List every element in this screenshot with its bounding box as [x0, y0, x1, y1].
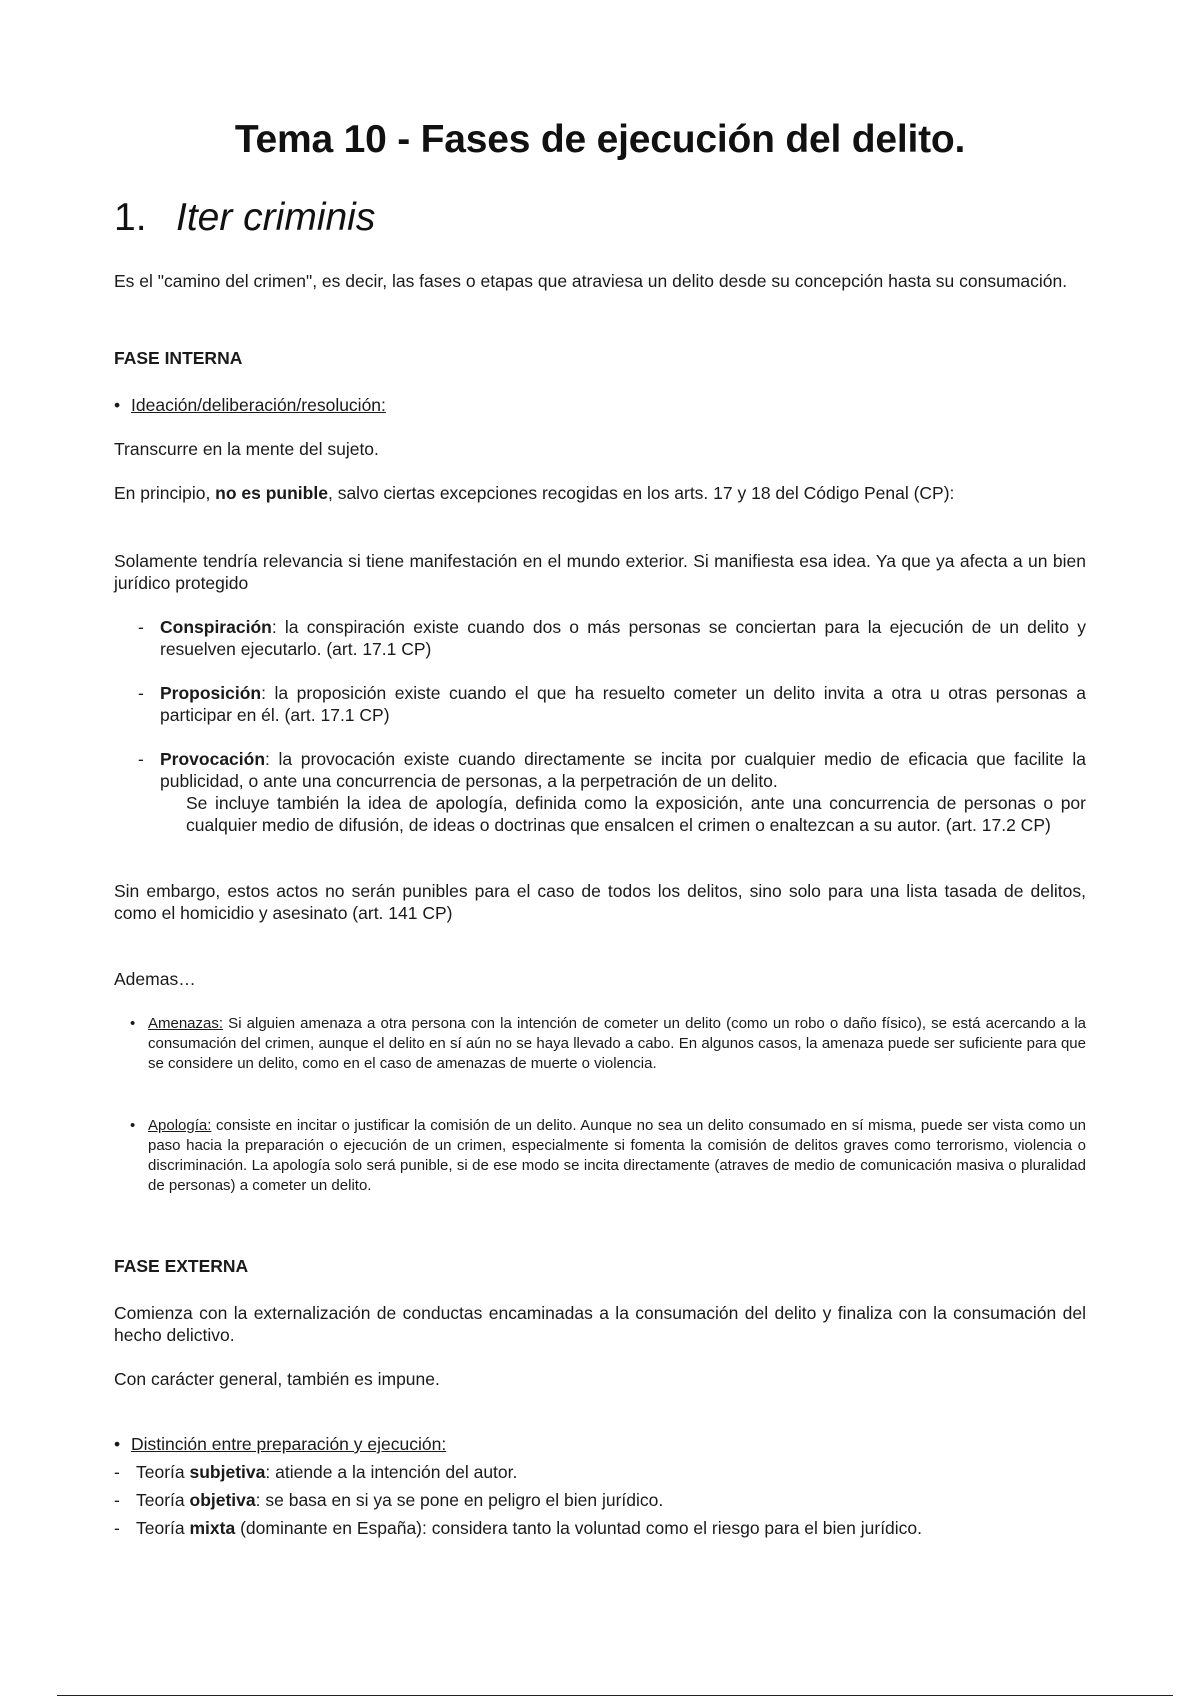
text-run: , salvo ciertas excepciones recogidas en los arts. 17 y 18 del Código Penal (CP):: [327, 483, 955, 503]
dash-marker: -: [138, 749, 144, 769]
list-item-text: [148, 1014, 1086, 1074]
section-number: 1.: [114, 196, 147, 239]
definition: : la conspiración existe cuando dos o más personas se conciertan para la ejecución de un delito y resuelven ejecutarlo. (art. 17.1 CP): [160, 617, 1086, 659]
definition: : la provocación existe cuando directamente se incita por cualquier medio de eficacia que facilite la publicidad, o ante una concurrencia de personas, a la perpetración de un delito.: [160, 749, 1086, 791]
dash-marker: -: [114, 1462, 120, 1482]
teoria-mixta: [114, 1518, 922, 1539]
ideacion-label: Ideación/deliberación/resolución:: [131, 395, 386, 415]
definition: : la proposición existe cuando el que ha resuelto cometer un delito invita a otra u otras personas a participar en él. (art. 17.1 CP): [160, 683, 1086, 725]
paragraph-relevancia: Solamente tendría relevancia si tiene manifestación en el mundo exterior. Si manifiesta esa idea. Ya que ya afecta a un bien jurídico protegido: [114, 551, 1086, 593]
paragraph-sin-embargo: Sin embargo, estos actos no serán punibles para el caso de todos los delitos, sino solo para una lista tasada de delitos, como el homicidio y asesinato (art. 141 CP): [114, 881, 1086, 923]
dash-marker: -: [114, 1518, 120, 1538]
teoria-objetiva: [114, 1490, 663, 1511]
paragraph-externalizacion: Comienza con la externalización de conductas encaminadas a la consumación del delito y finaliza con la consumación del hecho delictivo.: [114, 1303, 1086, 1345]
text-run: En principio,: [114, 483, 216, 503]
text-run: : se basa en si ya se pone en peligro el bien jurídico.: [255, 1490, 664, 1510]
bold-run: objetiva: [189, 1490, 256, 1510]
teoria-subjetiva: [114, 1462, 517, 1483]
section-title: Iter criminis: [176, 196, 376, 239]
intro-paragraph: Es el "camino del crimen", es decir, las fases o etapas que atraviesa un delito desde su concepción hasta su consumación.: [114, 271, 1068, 291]
apologia-note: Se incluye también la idea de apología, definida como la exposición, ante una concurrencia de personas o por cualquier medio de difusión, de ideas o doctrinas que ensalcen el crimen o enaltezcan a su autor. (art. 17.2 CP): [186, 793, 1086, 835]
paragraph-mente: Transcurre en la mente del sujeto.: [114, 439, 379, 459]
distincion-bullet: [114, 1434, 446, 1455]
fase-interna-heading: FASE INTERNA: [114, 348, 243, 368]
distincion-label: Distinción entre preparación y ejecución:: [131, 1434, 447, 1454]
definition: Si alguien amenaza a otra persona con la intención de cometer un delito (como un robo o daño físico), se está acercando a la consumación del crimen, aunque el delito en sí aún no se haya llevado a cabo. En algunos casos, la amenaza puede ser suficiente para que se considere un delito, como en el caso de amenazas de muerte o violencia.: [148, 1015, 1086, 1072]
paragraph-impune: Con carácter general, también es impune.: [114, 1369, 440, 1389]
list-item-apologia: [130, 1116, 1086, 1196]
fase-externa-heading: FASE EXTERNA: [114, 1256, 249, 1276]
list-item-amenazas: [130, 1014, 1086, 1074]
list-item-provocacion: [138, 748, 1086, 792]
dash-marker: -: [138, 617, 144, 637]
bold-run: no es punible: [215, 483, 328, 503]
dash-marker: -: [114, 1490, 120, 1510]
term: Provocación: [160, 749, 266, 769]
list-item-proposicion: [138, 682, 1086, 726]
list-item-text: [160, 748, 1086, 792]
list-item-text: [160, 616, 1086, 660]
list-item-text: [148, 1116, 1086, 1196]
bold-run: subjetiva: [189, 1462, 266, 1482]
section-heading: [114, 196, 375, 240]
page-title: Tema 10 - Fases de ejecución del delito.: [234, 118, 966, 161]
ideacion-bullet: [114, 395, 386, 416]
bullet-marker: •: [114, 395, 121, 415]
footer-divider: [57, 1695, 1173, 1696]
term: Proposición: [160, 683, 262, 703]
text-run: : atiende a la intención del autor.: [265, 1462, 518, 1482]
bullet-marker: •: [114, 1434, 121, 1454]
paragraph-ademas: Ademas…: [114, 969, 196, 989]
term: Conspiración: [160, 617, 272, 637]
term: Apología:: [148, 1117, 212, 1134]
dash-marker: -: [138, 683, 144, 703]
paragraph-no-punible: [114, 482, 1086, 504]
list-item-text: [160, 682, 1086, 726]
list-item-conspiracion: [138, 616, 1086, 660]
text-run: Teoría: [136, 1462, 190, 1482]
bold-run: mixta: [189, 1518, 236, 1538]
text-run: Teoría: [136, 1518, 190, 1538]
bullet-marker: •: [130, 1015, 136, 1032]
term: Amenazas:: [148, 1015, 224, 1032]
bullet-marker: •: [130, 1117, 136, 1134]
text-run: (dominante en España): considera tanto la voluntad como el riesgo para el bien jurídico.: [235, 1518, 923, 1538]
text-run: Teoría: [136, 1490, 190, 1510]
definition: consiste en incitar o justificar la comisión de un delito. Aunque no sea un delito consumado en sí misma, puede ser vista como un paso hacia la preparación o ejecución de un crimen, especialmente si fomenta la comisión de delitos graves como terrorismo, violencia o discriminación. La apología solo será punible, si de ese modo se incita directamente (atraves de medio de comunicación masiva o pluralidad de personas) a cometer un delito.: [148, 1117, 1086, 1194]
